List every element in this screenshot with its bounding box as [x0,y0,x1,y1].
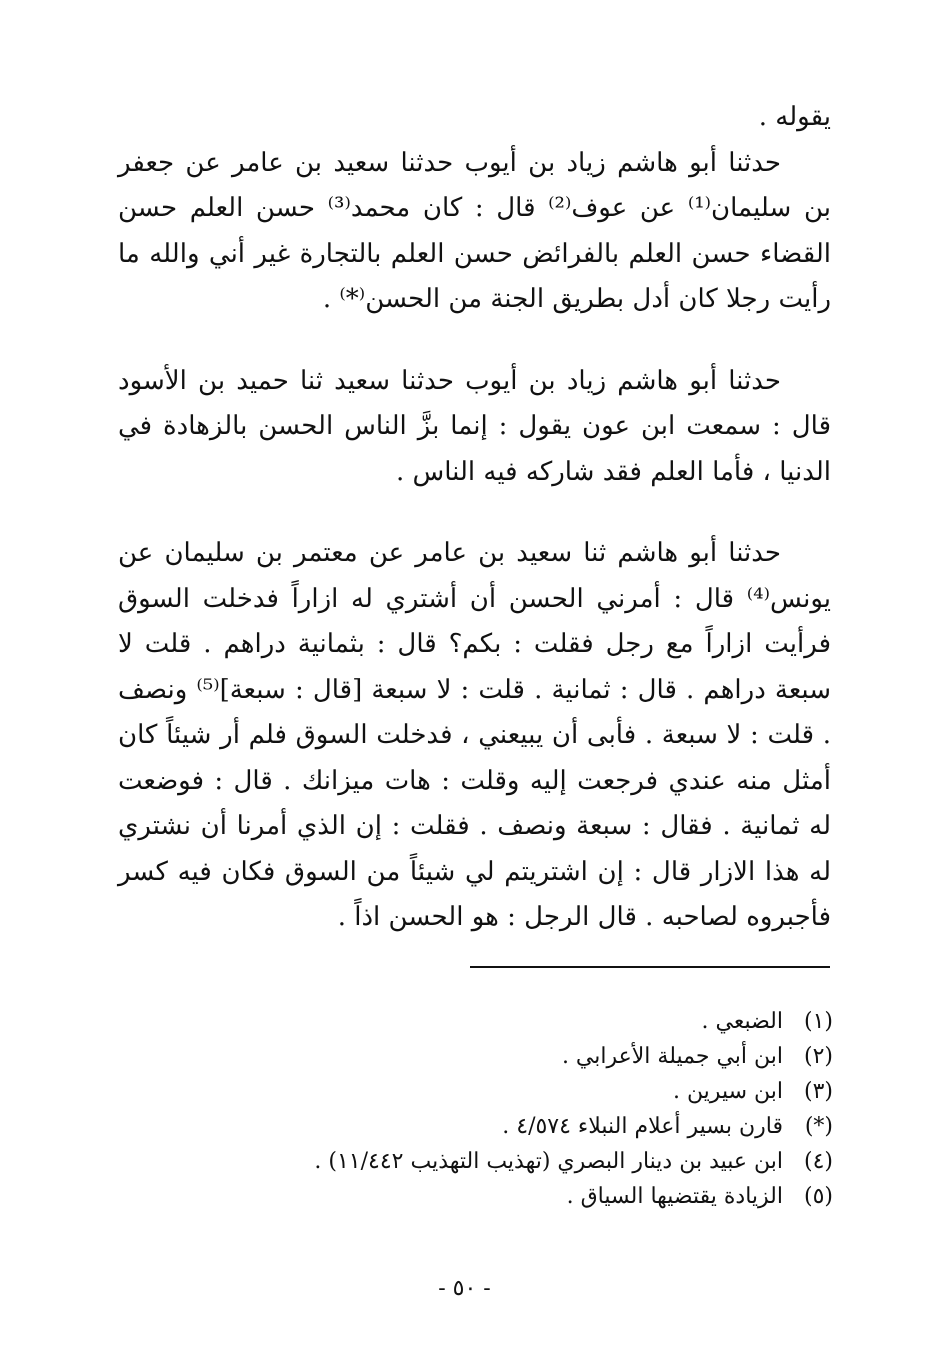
paragraph-narration-3: حدثنا أبو هاشم ثنا سعيد بن عامر عن معتمر بن سليمان عن يونس⁽⁴⁾ قال : أمرني الحسن أن أشتري له ازاراً فدخلت السوق فرأيت ازاراً مع رجل فقلت : بكم؟ قال : بثمانية دراهم . قلت لا سبعة دراهم . قال : ثمانية . قلت : لا سبعة [قال : سبعة]⁽⁵⁾ ونصف . قلت : لا سبعة . فأبى أن يبيعني ، فدخلت السوق فلم أر شيئاً كان أمثل منه عندي فرجعت إليه وقلت : هات ميزانك . قال : فوضعت له ثمانية . فقال : سبعة ونصف . فقلت : إن الذي أمرنا أن نشتري له هذا الازار قال : إن اشتريتم لي شيئاً من السوق فكان فيه كسر فأجبروه لصاحبه . قال الرجل : هو الحسن اذاً . [118,538,832,932]
footnote-item [113,1074,833,1109]
page-number: - ٥٠ - [438,1276,491,1301]
footnote-marker: (١) [803,1009,833,1034]
footnote-text: الزيادة يقتضيها السياق . [566,1184,783,1209]
footnote-text: الضبعي . [701,1009,783,1034]
footnote-text: ابن عبيد بن دينار البصري (تهذيب التهذيب ١١/٤٤٢) . [314,1149,783,1174]
footnote-marker: (٤) [803,1149,833,1174]
footnote-item [113,1039,833,1074]
footnote-marker: (٣) [803,1079,833,1104]
footnote-item [113,1179,833,1214]
footnote-text: ابن أبي جميلة الأعرابي . [561,1044,783,1069]
footnote-marker: (٢) [803,1044,833,1069]
footnotes [113,1004,833,1214]
footnote-text: ابن سيرين . [672,1079,783,1104]
paragraph-narration-1: حدثنا أبو هاشم زياد بن أيوب حدثنا سعيد بن عامر عن جعفر بن سليمان⁽¹⁾ عن عوف⁽²⁾ قال : كان محمد⁽³⁾ حسن العلم حسن القضاء حسن العلم بالفرائض حسن العلم بالتجارة غير أني والله ما رأيت رجلا كان أدل بطريق الجنة من الحسن⁽*⁾ . [118,147,831,314]
footnote-separator [470,966,830,968]
main-text [118,95,831,941]
paragraph-continuation: يقوله . [758,102,831,132]
footnote-item [113,1109,833,1144]
footnote-item [113,1144,833,1179]
footnote-marker: (*) [804,1114,833,1139]
footnote-text: قارن بسير أعلام النبلاء ٤/٥٧٤ . [502,1114,783,1139]
paragraph-narration-2: حدثنا أبو هاشم زياد بن أيوب حدثنا سعيد ثنا حميد بن الأسود قال : سمعت ابن عون يقول : إنما بزَّ الناس الحسن بالزهادة في الدنيا ، فأما العلم فقد شاركه فيه الناس . [118,365,831,487]
footnote-item [113,1004,833,1039]
footnote-marker: (٥) [803,1184,833,1209]
